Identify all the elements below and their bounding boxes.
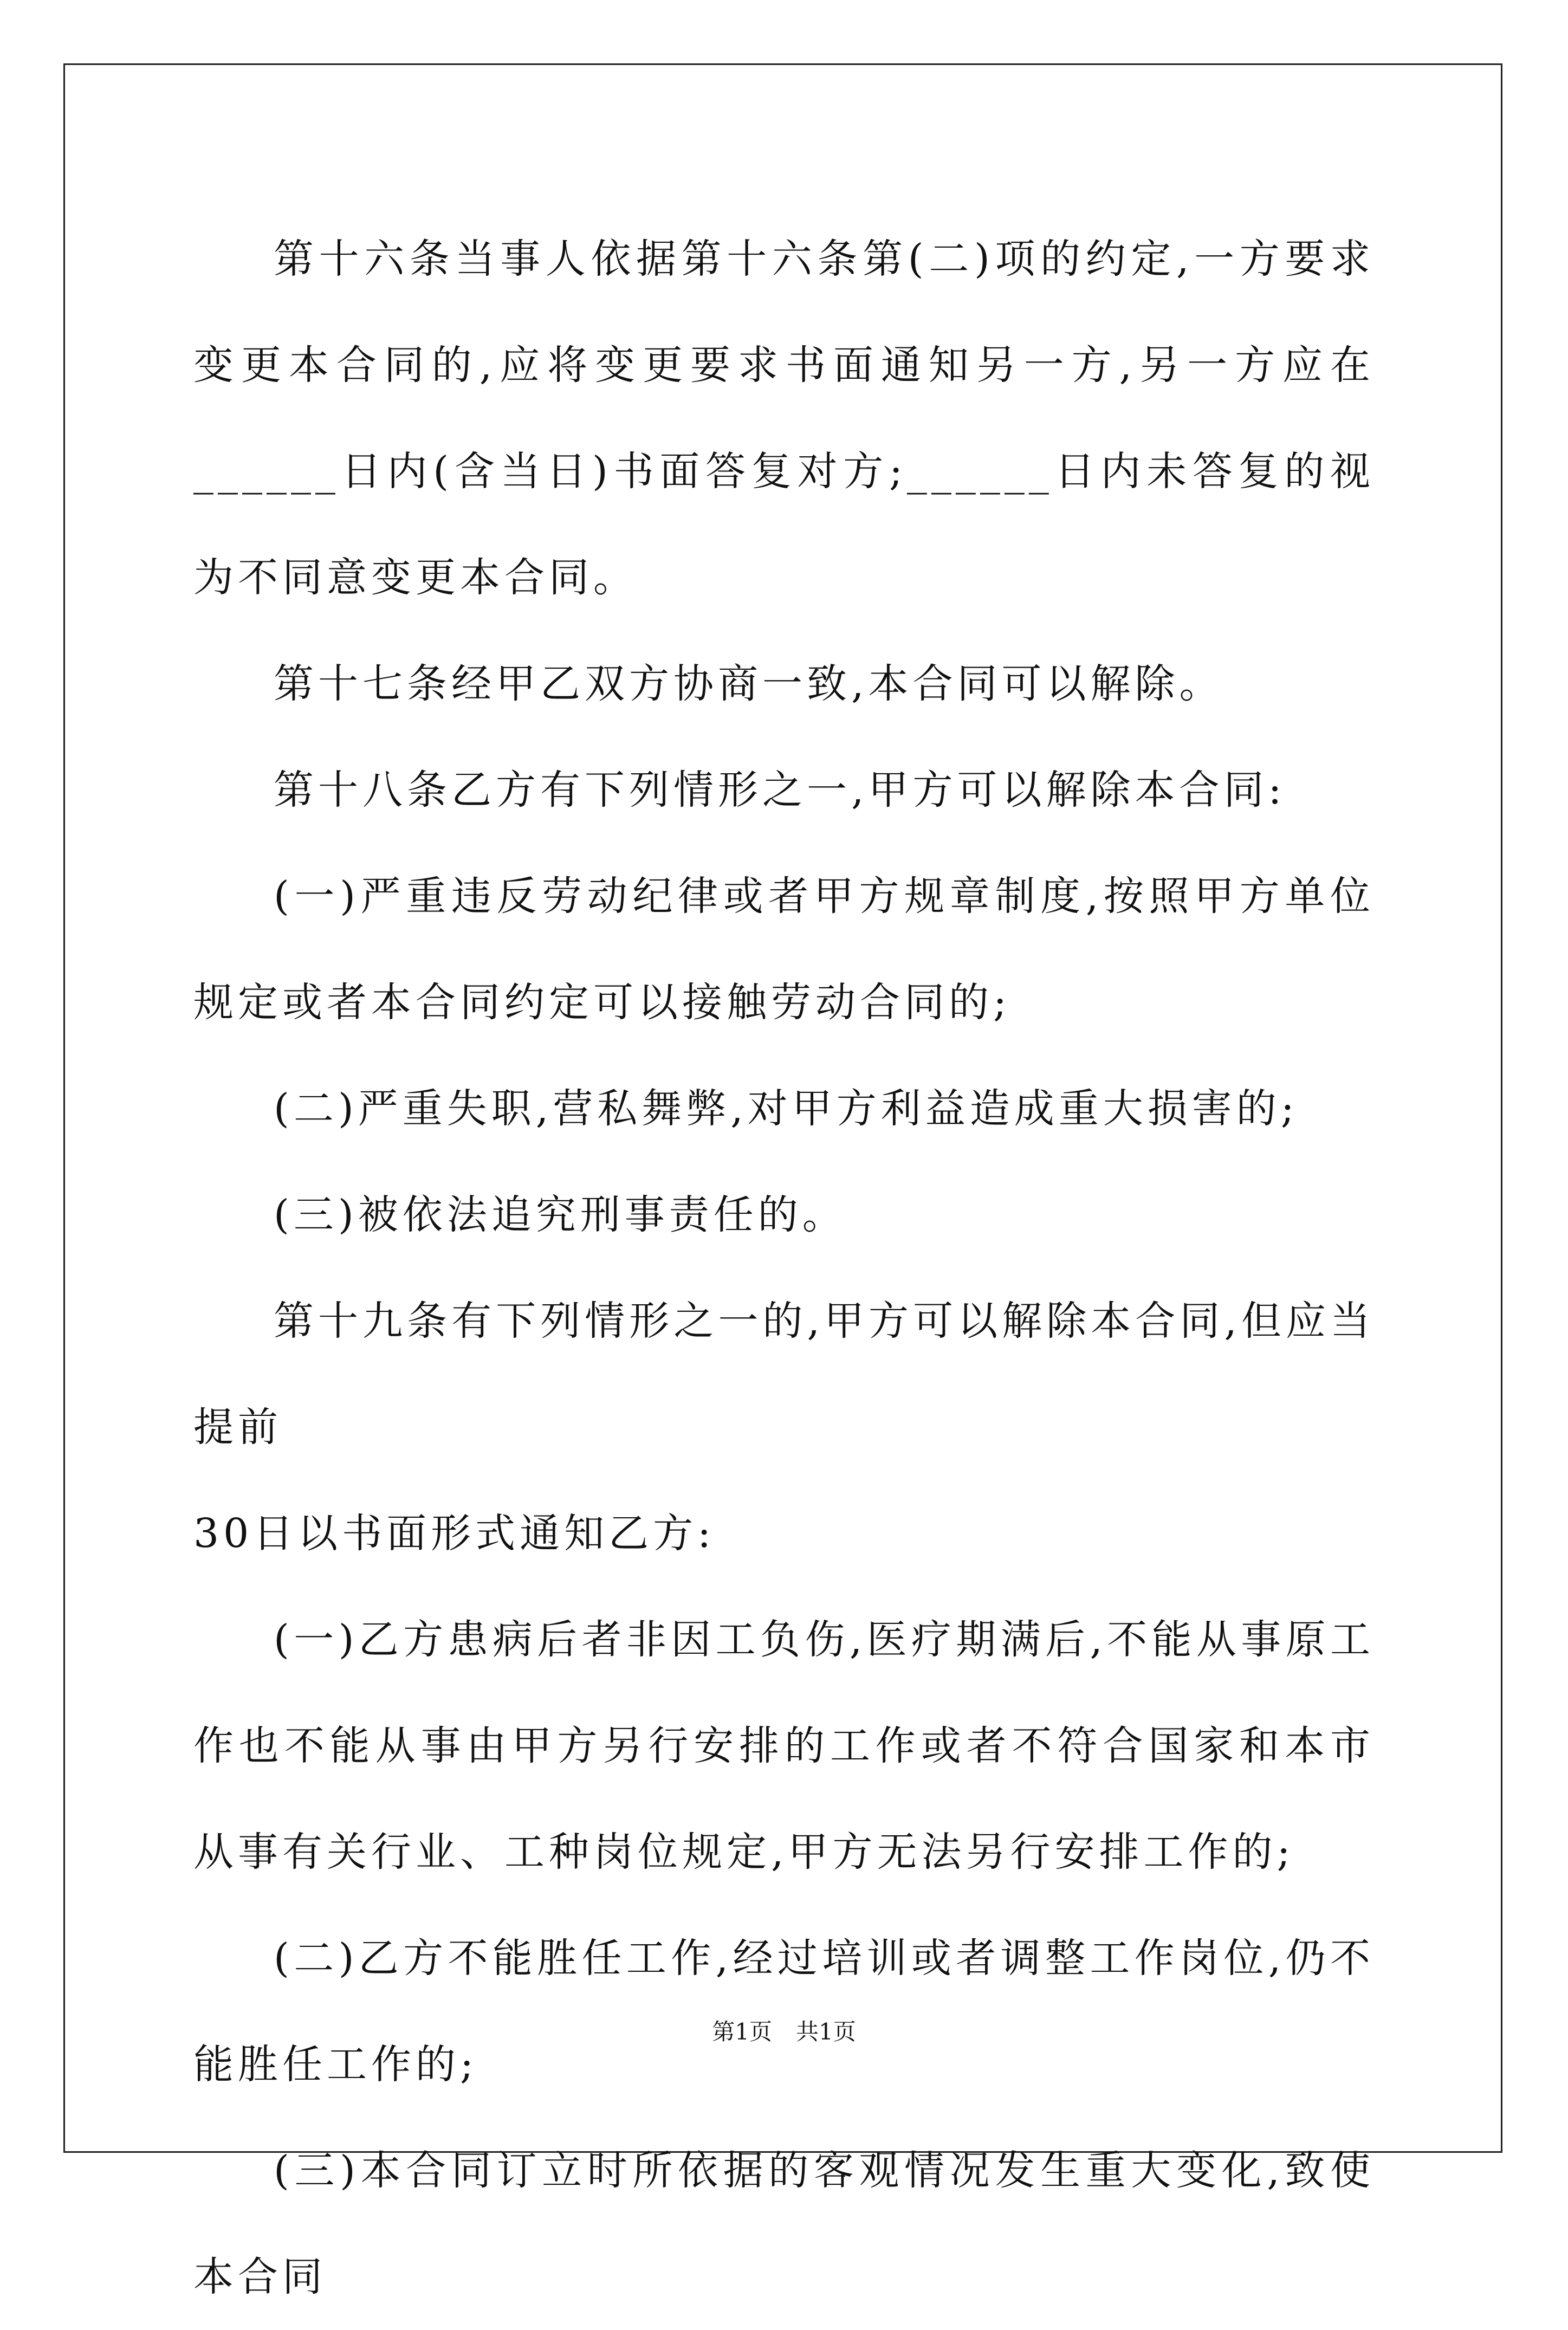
paragraph-article-18-item-2: (二)严重失职,营私舞弊,对甲方利益造成重大损害的;: [274, 1085, 1299, 1132]
paragraph-article-19-item-1: (一)乙方患病后者非因工负伤,医疗期满后,不能从事原工作也不能从事由甲方另行安排的工作或者不符合国家和本市从事有关行业、工种岗位规定,甲方无法另行安排工作的;: [193, 1616, 1375, 1875]
paragraph-article-19-item-3: (三)本合同订立时所依据的客观情况发生重大变化,致使本合同: [193, 2147, 1375, 2300]
paragraph-article-19: 第十九条有下列情形之一的,甲方可以解除本合同,但应当提前: [193, 1298, 1375, 1451]
paragraph-article-17: 第十七条经甲乙双方协商一致,本合同可以解除。: [274, 661, 1224, 707]
paragraph-article-19-continued: 30日以书面形式通知乙方:: [193, 1510, 716, 1557]
paragraph-article-18-item-3: (三)被依法追究刑事责任的。: [274, 1192, 847, 1238]
paragraph-article-18: 第十八条乙方有下列情形之一,甲方可以解除本合同:: [274, 767, 1286, 813]
page-footer: [0, 2014, 1568, 2047]
paragraph-article-16: 第十六条当事人依据第十六条第(二)项的约定,一方要求变更本合同的,应将变更要求书面通知另一方,另一方应在______日内(含当日)书面答复对方;______日内未答复的视为不同意变更本合同。: [193, 236, 1375, 601]
paragraph-article-18-item-1: (一)严重违反劳动纪律或者甲方规章制度,按照甲方单位规定或者本合同约定可以接触劳动合同的;: [193, 873, 1375, 1026]
page-total: 共1页: [796, 2018, 856, 2045]
document-body: [193, 206, 1375, 2330]
paragraph-article-19-item-2: (二)乙方不能胜任工作,经过培训或者调整工作岗位,仍不能胜任工作的;: [193, 1935, 1375, 2088]
page-number: 第1页: [712, 2018, 772, 2045]
